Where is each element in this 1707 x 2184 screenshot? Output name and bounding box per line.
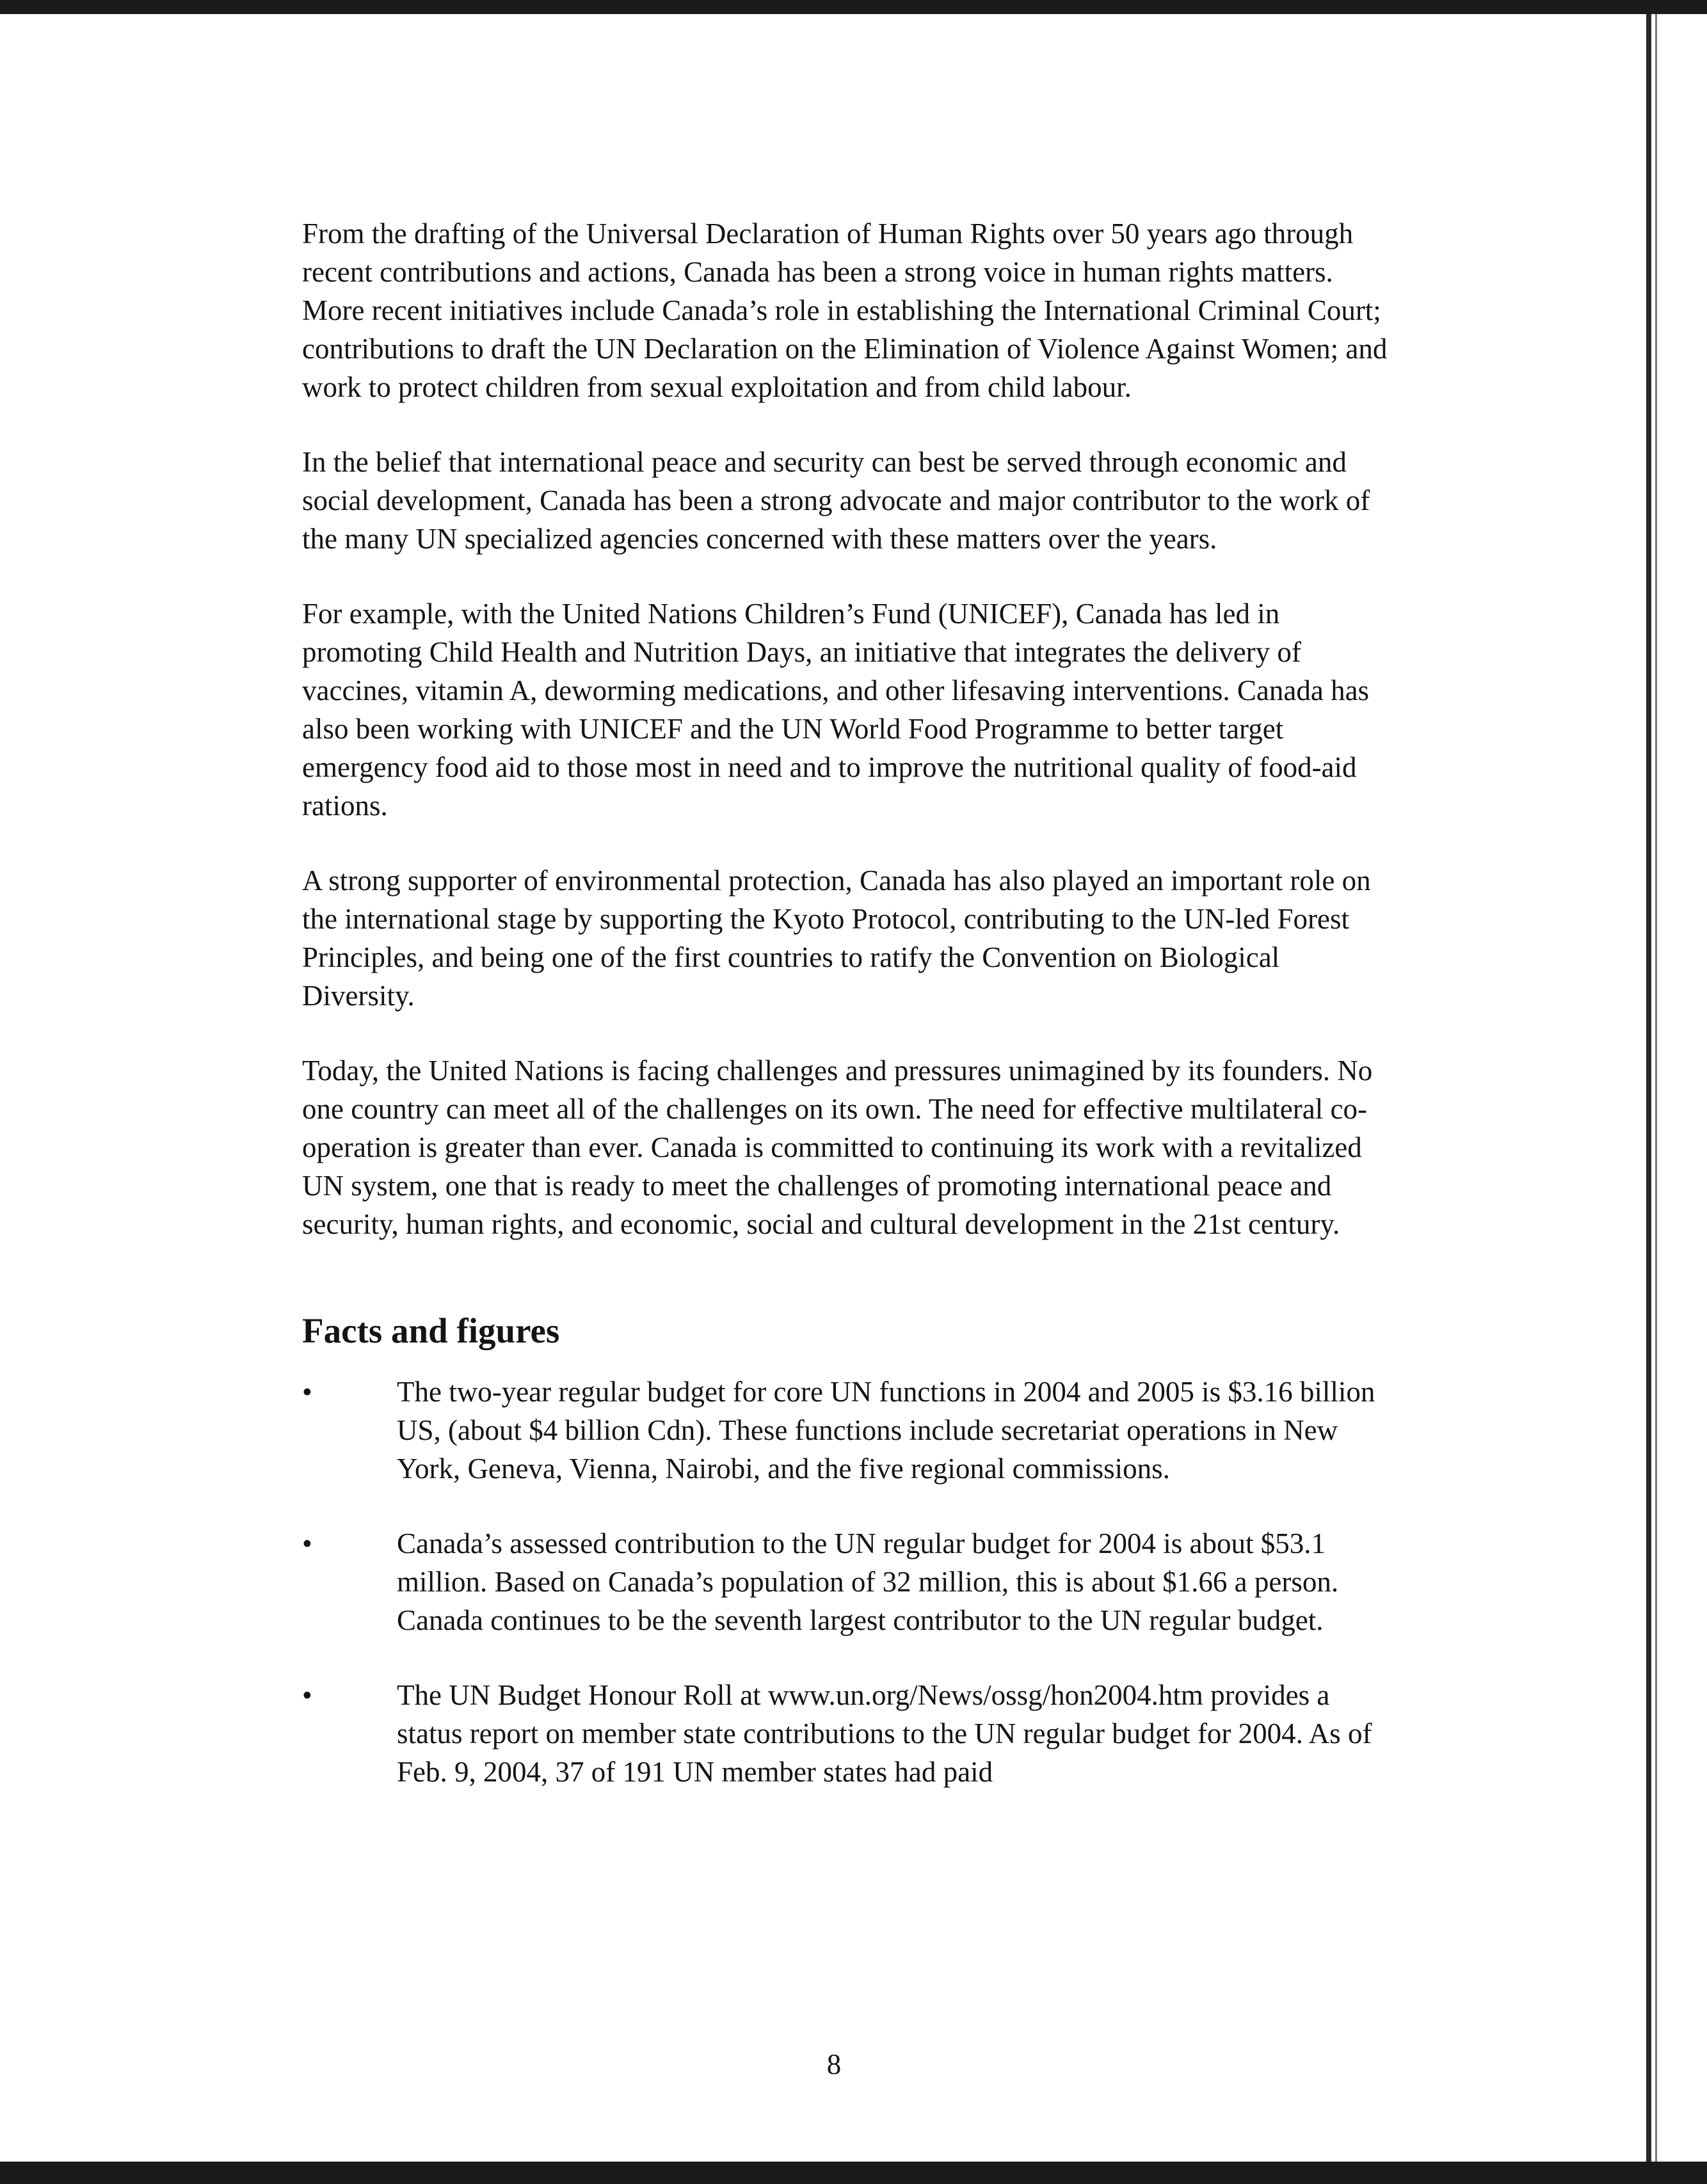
paragraph-development: In the belief that international peace and security can best be served through economic and social development, Canada has been a strong advocate and major contributor to the work of the many UN specialized agencies concerned with these matters over the years. xyxy=(302,446,1370,555)
page-content xyxy=(302,214,1390,1828)
paragraph-unicef: For example, with the United Nations Children’s Fund (UNICEF), Canada has led in promoting Child Health and Nutrition Days, an initiative that integrates the delivery of vaccines, vitamin A, deworming medications, and other lifesaving interventions. Canada has also been working with UNICEF and the UN World Food Programme to better target emergency food aid to those most in need and to improve the nutritional quality of food-aid rations. xyxy=(302,598,1370,822)
bullet-icon: • xyxy=(302,1376,312,1408)
facts-bullet-list xyxy=(302,1373,1390,1791)
scan-border-bottom xyxy=(0,2162,1707,2184)
bullet-icon: • xyxy=(302,1679,312,1711)
list-item xyxy=(302,1373,1390,1488)
paragraph-environment: A strong supporter of environmental protection, Canada has also played an important role on the international stage by supporting the Kyoto Protocol, contributing to the UN-led Forest Principles, and being one of the first countries to ratify the Convention on Biological Diversity. xyxy=(302,865,1371,1012)
list-item xyxy=(302,1524,1390,1639)
list-item-text: The two-year regular budget for core UN functions in 2004 and 2005 is $3.16 billion US, (about $4 billion Cdn). These functions include secretariat operations in New York, Geneva, Vienna, Nairobi, and the five regional commissions. xyxy=(397,1376,1375,1485)
page-edge-line xyxy=(1655,14,1657,2162)
list-item-text: Canada’s assessed contribution to the UN regular budget for 2004 is about $53.1 million. Based on Canada’s population of 32 million, this is about $1.66 a person. Canada continues to be the seventh largest contributor to the UN regular budget. xyxy=(397,1527,1339,1636)
paragraph-human-rights: From the drafting of the Universal Declaration of Human Rights over 50 years ago through recent contributions and actions, Canada has been a strong voice in human rights matters. More recent initiatives include Canada’s role in establishing the International Criminal Court; contributions to draft the UN Declaration on the Elimination of Violence Against Women; and work to protect children from sexual exploitation and from child labour. xyxy=(302,218,1388,403)
scan-border-top xyxy=(0,0,1707,14)
page-edge-shadow xyxy=(1646,14,1651,2162)
section-heading-facts: Facts and figures xyxy=(302,1311,560,1350)
scan-border-right xyxy=(1646,14,1707,2162)
page-number: 8 xyxy=(826,2048,842,2080)
bullet-icon: • xyxy=(302,1527,312,1559)
list-item-text: The UN Budget Honour Roll at www.un.org/News/ossg/hon2004.htm provides a status report on member state contributions to the UN regular budget for 2004. As of Feb. 9, 2004, 37 of 191 UN member states had paid xyxy=(397,1679,1372,1788)
paragraph-today: Today, the United Nations is facing challenges and pressures unimagined by its founders. No one country can meet all of the challenges on its own. The need for effective multilateral co-operation is greater than ever. Canada is committed to continuing its work with a revitalized UN system, one that is ready to meet the challenges of promoting international peace and security, human rights, and economic, social and cultural development in the 21st century. xyxy=(302,1055,1373,1240)
list-item xyxy=(302,1676,1390,1791)
